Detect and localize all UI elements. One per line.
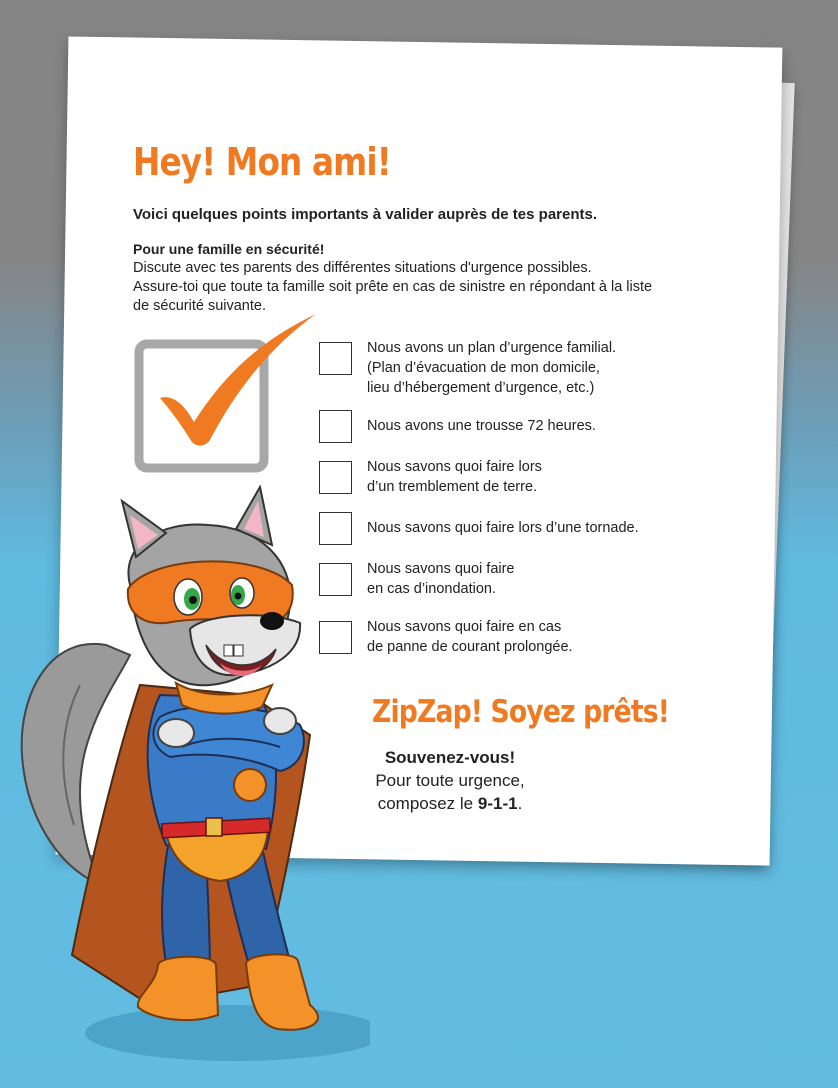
reminder-line-prefix: composez le [377,794,478,813]
checklist-line: (Plan d’évacuation de mon domicile, [367,360,600,376]
checklist-line: d’un tremblement de terre. [367,479,538,495]
paragraph-line: de sécurité suivante. [133,298,266,314]
checklist-item-label [367,559,515,599]
checklist-line: Nous savons quoi faire en cas [367,619,562,635]
page-title: Hey! Mon ami! [133,140,391,184]
checklist-line: Nous savons quoi faire lors [367,459,542,475]
section-title: Pour une famille en sécurité! [133,241,325,257]
checklist-line: Nous avons une trousse 72 heures. [367,418,596,434]
checklist-line: lieu d’hébergement d’urgence, etc.) [367,380,595,396]
checklist-line: Nous avons un plan d’urgence familial. [367,340,617,356]
checklist-item-label [367,617,573,657]
checklist-line: de panne de courant prolongée. [367,639,573,655]
raccoon-superhero-mascot [10,485,370,1075]
paragraph-line: Discute avec tes parents des différentes situations d'urgence possibles. [133,260,592,276]
checklist-item-label [367,518,639,538]
checkbox[interactable] [319,410,352,443]
emergency-number: 9-1-1 [477,794,518,813]
reminder-line-suffix: . [517,794,523,813]
reminder-line: Pour toute urgence, [375,771,525,790]
checklist-item-label [367,416,596,436]
slogan: ZipZap! Soyez prêts! [372,694,670,730]
checklist-item-label [367,338,616,398]
paragraph-line: Assure-toi que toute ta famille soit prête en cas de sinistre en répondant à la liste [133,279,653,295]
reminder-title: Souvenez-vous! [384,748,516,767]
checklist-line: Nous savons quoi faire [367,561,515,577]
checklist-line: en cas d’inondation. [367,581,496,597]
checklist-item-label [367,457,542,497]
checklist-line: Nous savons quoi faire lors d’une tornade. [367,520,639,536]
intro-text: Voici quelques points importants à valider auprès de tes parents. [133,206,598,223]
checkbox[interactable] [319,342,352,375]
checkmark-in-box-icon [134,300,319,475]
